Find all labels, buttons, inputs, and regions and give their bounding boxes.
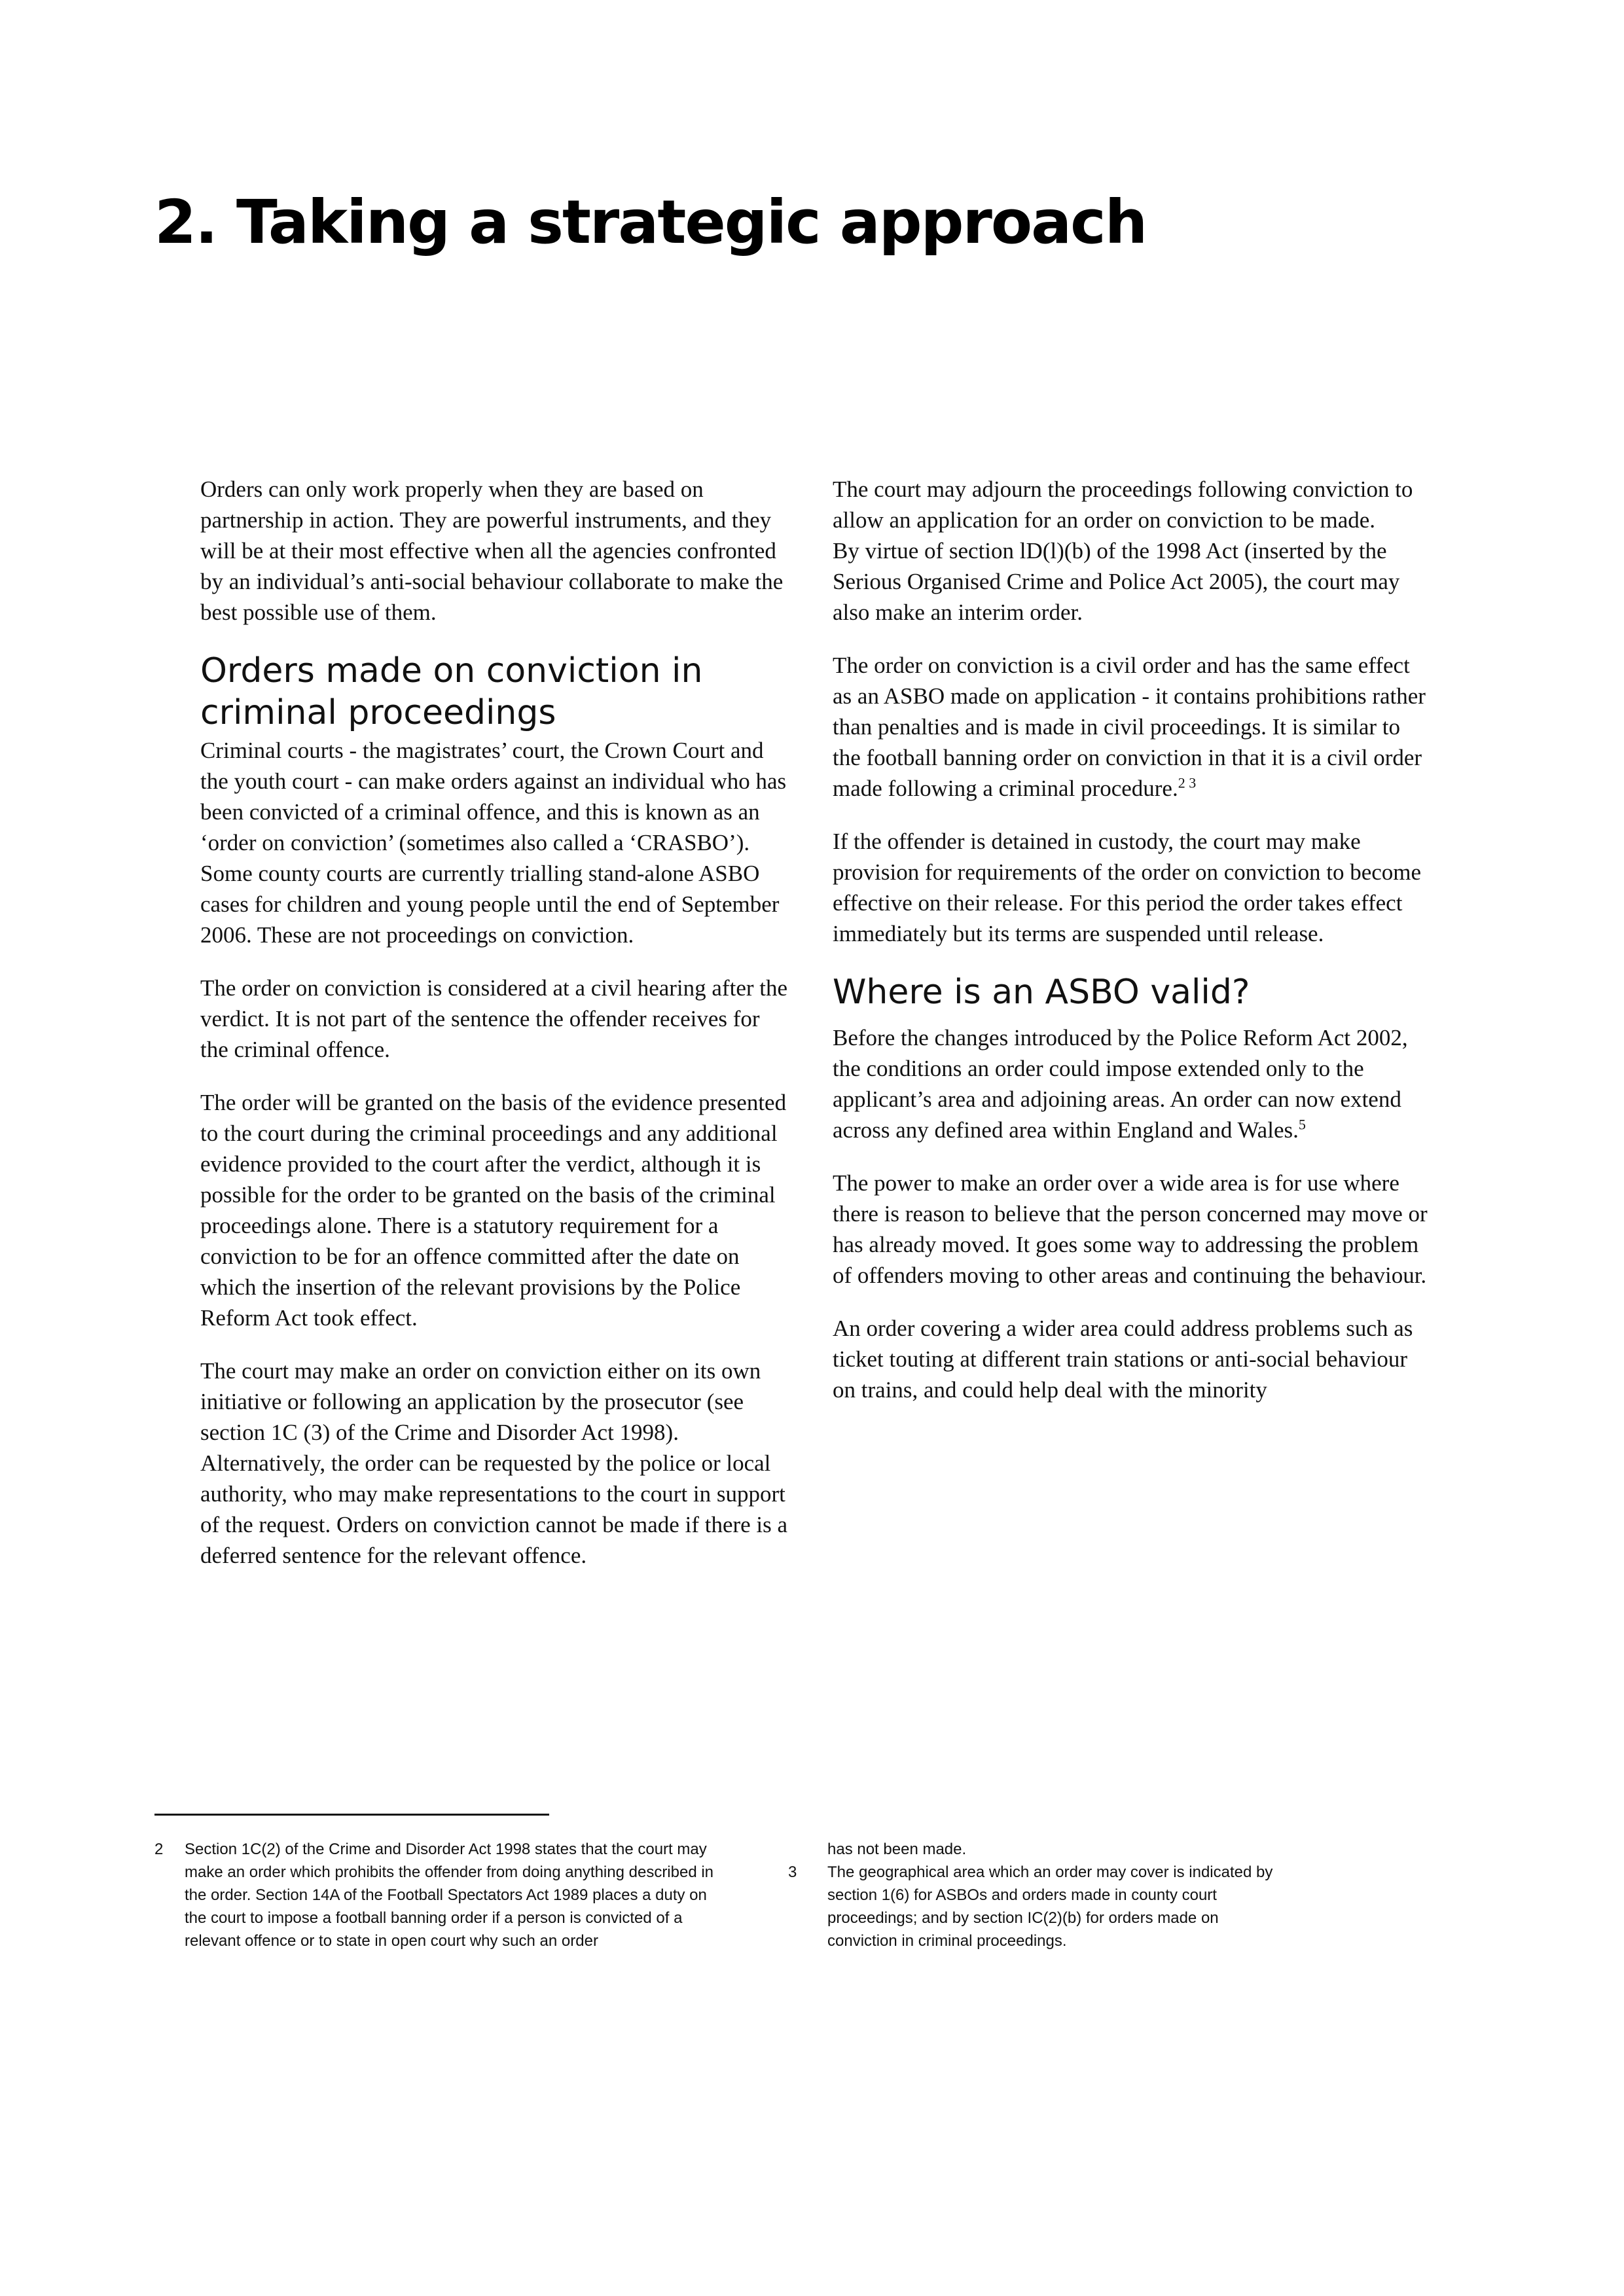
paragraph-civil-hearing: The order on conviction is considered at a civil hearing after the verdict. It is not part of the sentence the offender receives for the criminal offence. <box>200 975 788 1062</box>
left-column <box>200 474 789 1593</box>
intro-paragraph: Orders can only work properly when they are based on partnership in action. They are powerful instruments, and they will be at their most effective when all the agencies confronted by an individual’s anti-social behaviour collaborate to make the best possible use of them. <box>200 476 784 625</box>
paragraph-evidence: The order will be granted on the basis of the evidence presented to the court during the criminal proceedings and any additional evidence provided to the court after the verdict, although it is possible for the order to be granted on the basis of the criminal proceedings alone. There is a statutory requirement for a conviction to be for an offence committed after the date on which the insertion of the relevant provisions by the Police Reform Act took effect. <box>200 1090 787 1331</box>
paragraph-before-changes <box>833 1022 1428 1145</box>
paragraph-custody: If the offender is detained in custody, the court may make provision for requirements of the order on conviction to become effective on their release. For this period the order takes effect immediately but its terms are suspended until release. <box>833 829 1422 946</box>
civil-order-text: The order on conviction is a civil order and has the same effect as an ASBO made on application - it contains prohibitions rather than penalties and is made in civil proceedings. It is similar to the football banning order on conviction in that it is a civil order made following a criminal procedure. <box>833 653 1426 801</box>
footnote-3-number: 3 <box>788 1863 797 1881</box>
paragraph-adjourn: The court may adjourn the proceedings following conviction to allow an application for an order on conviction to be made. <box>833 476 1413 533</box>
footnote-rule <box>154 1814 549 1816</box>
paragraph-civil-order <box>833 650 1428 804</box>
footnotes-right <box>785 1838 1283 1952</box>
paragraph-wide-area: The power to make an order over a wide area is for use where there is reason to believe that the person concerned may move or has already moved. It goes some way to addressing the problem of offenders moving to other areas and continuing the behaviour. <box>833 1170 1428 1288</box>
section-heading-orders-on-conviction: Orders made on conviction in criminal proceedings <box>200 651 703 732</box>
footnote-3 <box>785 1861 1283 1952</box>
footnote-2 <box>154 1838 717 1952</box>
footnote-ref-2-3: 2 3 <box>1178 774 1197 791</box>
footnote-2-number: 2 <box>154 1840 164 1858</box>
paragraph-criminal-courts: Criminal courts - the magistrates’ court, the Crown Court and the youth court - can make orders against an individual who has been convicted of a criminal offence, and this is known as an ‘order on conviction’ (sometimes also called a ‘CRASBO’). Some county courts are currently trialling stand-alone ASBO cases for children and young people until the end of September 2006. These are not proceedings on conviction. <box>200 738 787 948</box>
footnote-2-text: Section 1C(2) of the Crime and Disorder Act 1998 states that the court may make an order which prohibits the offender from doing anything described in the order. Section 14A of the Football Spectators Act 1989 places a duty on the court to impose a football banning order if a person is convicted of a relevant offence or to state in open court why such an order <box>185 1840 714 1950</box>
section-heading-where-valid: Where is an ASBO valid? <box>833 973 1250 1012</box>
before-changes-text: Before the changes introduced by the Police Reform Act 2002, the conditions an order could impose extended only to the applicant’s area and adjoining areas. An order can now extend across any defined area within England and Wales. <box>833 1025 1408 1143</box>
footnote-2-continued: has not been made. <box>827 1840 967 1858</box>
footnote-ref-5: 5 <box>1298 1116 1306 1133</box>
paragraph-initiative: The court may make an order on conviction either on its own initiative or following an application by the prosecutor (see section 1C (3) of the Crime and Disorder Act 1998). Alternatively, the order can be requested by the police or local authority, who may make representations to the court in support of the request. Orders on conviction cannot be made if there is a deferred sentence for the relevant offence. <box>200 1358 788 1568</box>
footnotes-left <box>154 1838 717 1952</box>
right-column <box>833 474 1428 1427</box>
paragraph-wider-area: An order covering a wider area could address problems such as ticket touting at different train stations or anti-social behaviour on trains, and could help deal with the minority <box>833 1316 1413 1403</box>
chapter-title: 2. Taking a strategic approach <box>154 187 1147 257</box>
footnote-3-text: The geographical area which an order may cover is indicated by section 1(6) for ASBOs and orders made in county court proceedings; and by section IC(2)(b) for orders made on conviction in criminal proceedings. <box>827 1863 1273 1950</box>
paragraph-interim-order: By virtue of section lD(l)(b) of the 1998 Act (inserted by the Serious Organised Crime and Police Act 2005), the court may also make an interim order. <box>833 538 1400 625</box>
